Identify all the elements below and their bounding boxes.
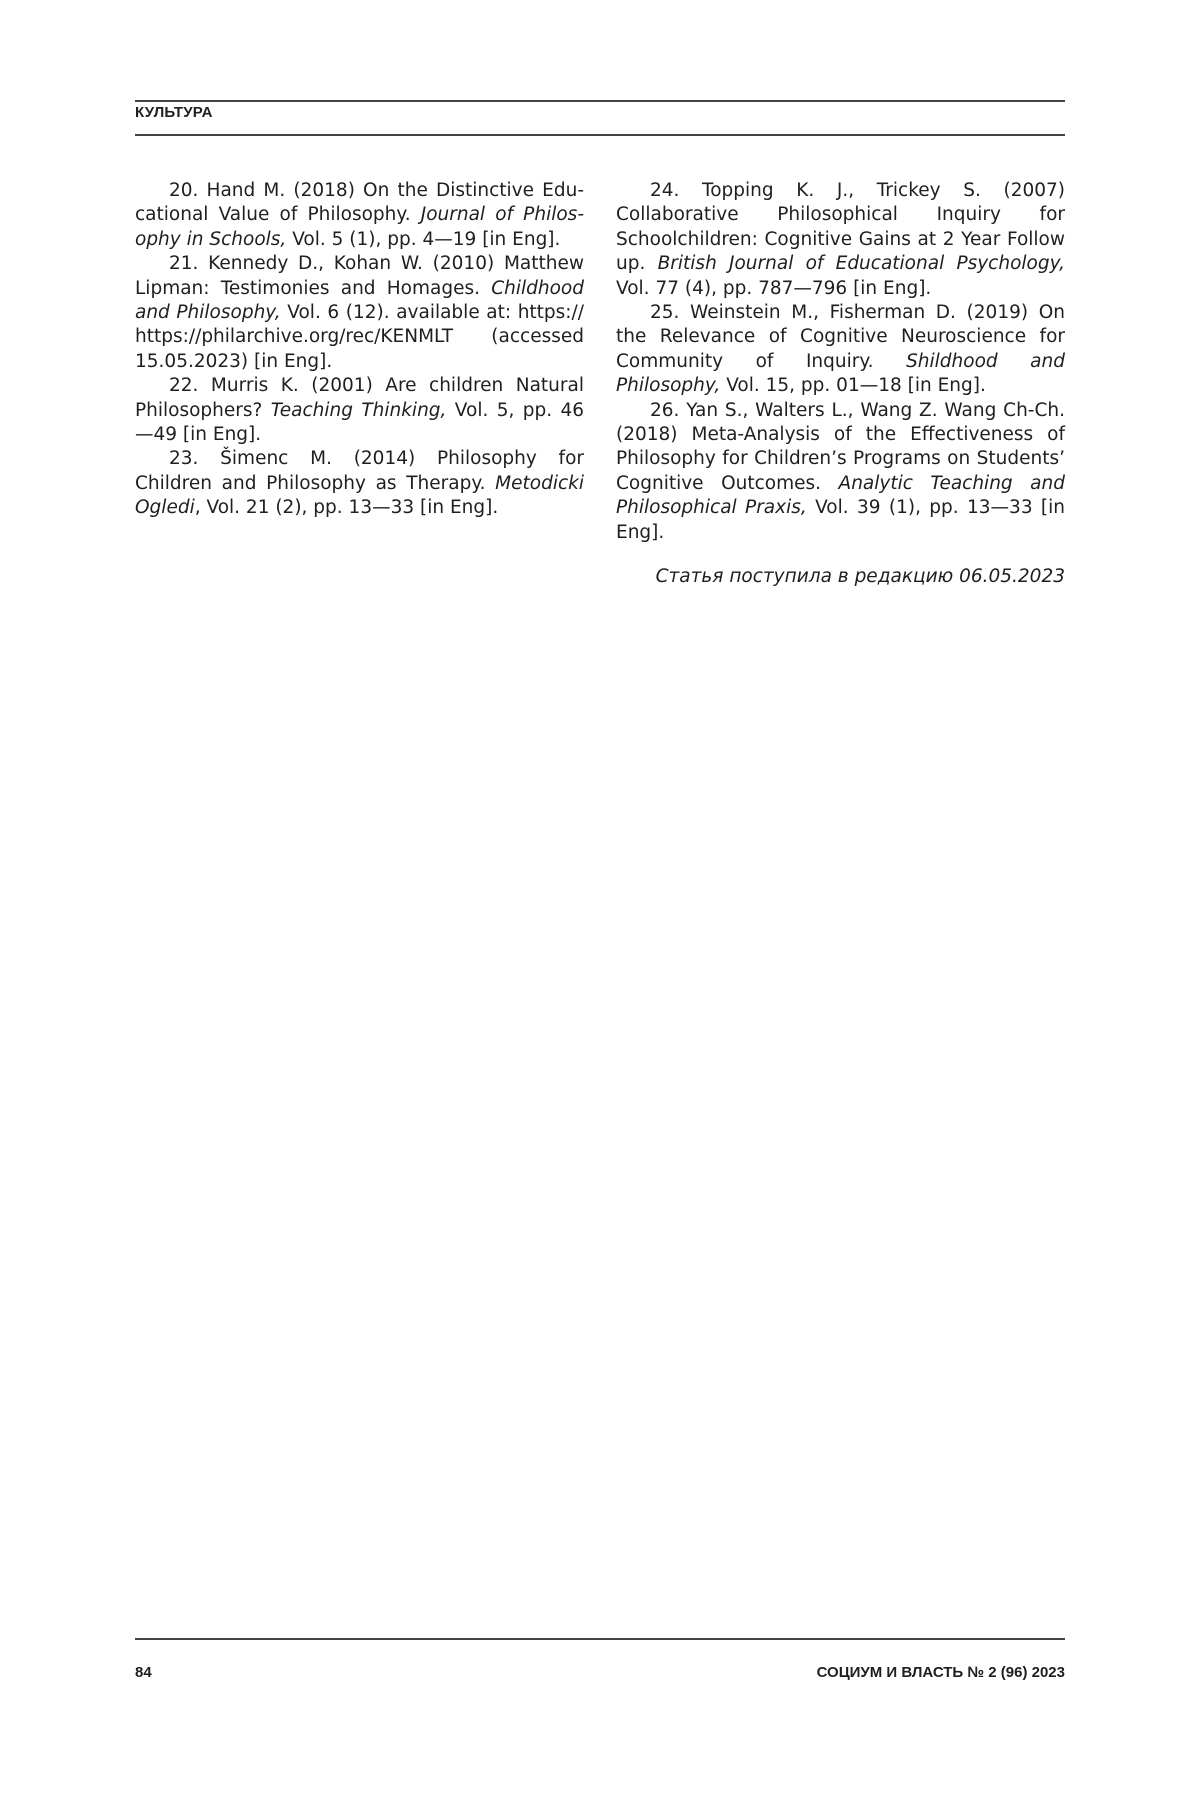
reference-lead: 22. Murris K. (2001) Are children Natural Philosophers? xyxy=(135,375,584,421)
reference-journal: Metodicki Ogledi xyxy=(135,472,584,519)
reference-lead: 20. Hand M. (2018) On the Distinctive Educational Value of Philosophy. xyxy=(135,180,584,226)
reference-item xyxy=(135,374,584,447)
references-left-column xyxy=(135,179,584,521)
reference-journal: Analytic Teaching and Philosophical Praxis, xyxy=(616,472,1065,519)
page-number: 84 xyxy=(135,1664,152,1681)
reference-journal: Childhood and Philosophy, xyxy=(135,277,584,324)
reference-tail: Vol. 39 (1), pp. 13—33 [in Eng]. xyxy=(616,497,1066,543)
reference-lead: 25. Weinstein M., Fisherman D. (2019) On the Relevance of Cognitive Neuroscience for Community of Inquiry. xyxy=(616,302,1065,372)
header-top-rule xyxy=(135,100,1065,102)
reference-lead: 24. Topping K. J., Trickey S. (2007) Collaborative Philosophical Inquiry for Schoolchildren: Cognitive Gains at 2 Year Follow up. xyxy=(616,180,1065,275)
journal-issue: СОЦИУМ И ВЛАСТЬ № 2 (96) 2023 xyxy=(816,1664,1065,1681)
received-date-note: Статья поступила в редакцию 06.05.2023 xyxy=(655,566,1065,588)
reference-lead: 23. Šimenc M. (2014) Philosophy for Children and Philosophy as Therapy. xyxy=(135,448,584,494)
reference-tail: Vol. 15, pp. 01—18 [in Eng]. xyxy=(720,375,986,397)
footer-rule xyxy=(135,1638,1065,1640)
reference-lead: 21. Kennedy D., Kohan W. (2010) Matthew Lipman: Testimonies and Homages. xyxy=(135,253,584,299)
reference-item xyxy=(616,399,1065,545)
reference-tail: , Vol. 21 (2), pp. 13—33 [in Eng]. xyxy=(194,497,499,519)
reference-item xyxy=(616,301,1065,399)
reference-tail: Vol. 5, pp. 46—49 [in Eng]. xyxy=(135,399,584,446)
reference-item xyxy=(135,252,584,374)
reference-lead: 26. Yan S., Walters L., Wang Z. Wang Ch-Ch. (2018) Meta-Analysis of the Effectiveness of Philosophy for Children’s Programs on Students’ Cognitive Outcomes. xyxy=(616,399,1065,494)
reference-journal: British Journal of Educational Psychology, xyxy=(657,253,1065,275)
header-bottom-rule xyxy=(135,134,1065,136)
reference-journal: Journal of Philosophy in Schools, xyxy=(135,204,584,250)
reference-journal: Teaching Thinking, xyxy=(270,399,447,421)
reference-journal: Shildhood and Philosophy, xyxy=(616,350,1065,397)
reference-tail: Vol. 77 (4), pp. 787—796 [in Eng]. xyxy=(616,277,932,299)
reference-tail: Vol. 5 (1), pp. 4—19 [in Eng]. xyxy=(286,228,561,250)
reference-item xyxy=(135,447,584,520)
reference-tail: Vol. 6 (12). available at: https:// https://philarchive.org/rec/KENMLT (accessed 15.05.2023) [in Eng]. xyxy=(135,302,585,372)
reference-item xyxy=(135,179,584,252)
reference-item xyxy=(616,179,1065,301)
references-right-column xyxy=(616,179,1065,590)
section-title: КУЛЬТУРА xyxy=(135,104,213,121)
